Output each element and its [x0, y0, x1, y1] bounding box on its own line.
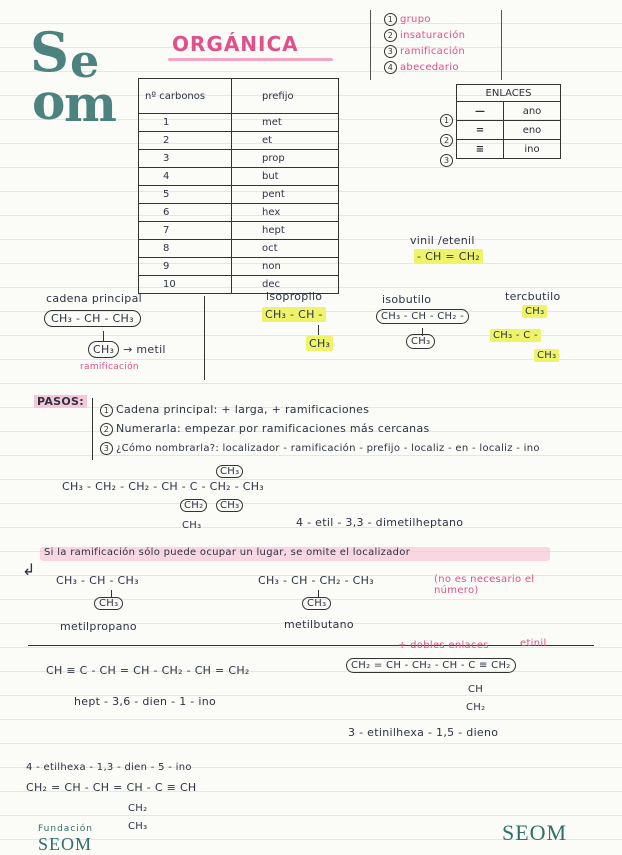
vinil-formula: - CH = CH₂	[414, 250, 483, 263]
isobutilo-label: isobutilo	[382, 293, 432, 306]
ex1-name: 4 - etil - 3,3 - dimetilheptano	[296, 516, 464, 529]
pasos-label: PASOS:	[34, 395, 87, 408]
prefix-table	[138, 78, 339, 294]
rule-2: 2 insaturación	[384, 29, 465, 42]
ex3-branch: CH₃	[302, 598, 331, 609]
rule-3: 3 ramificación	[384, 45, 465, 58]
table-row: 5 pent	[139, 186, 339, 204]
cadena-chain: CH₃ - CH - CH₃	[44, 312, 141, 325]
rule-4: 4 abecedario	[384, 61, 459, 74]
table-row: = eno	[457, 121, 561, 140]
header-carbonos: nº carbonos	[139, 79, 232, 114]
cadena-label: cadena principal	[46, 292, 142, 305]
rule-note: Si la ramificación sólo puede ocupar un lugar, se omite el localizador	[44, 547, 411, 558]
seom-logo: S e o m	[30, 20, 117, 133]
tercbutilo-bottom: CH₃	[534, 350, 559, 361]
table-row: 7 hept	[139, 222, 339, 240]
ex1-chain: CH₃ - CH₂ - CH₂ - CH - C - CH₂ - CH₃	[62, 480, 265, 493]
table-row: — ano	[457, 102, 561, 121]
pasos-bracket	[92, 398, 93, 460]
ex6-name: 4 - etilhexa - 1,3 - dien - 5 - ino	[26, 762, 192, 773]
table-row: 1 met	[139, 114, 339, 132]
table-row: ≡ ino	[457, 140, 561, 159]
header-prefijo: prefijo	[232, 79, 339, 114]
table-row: 8 oct	[139, 240, 339, 258]
ex4-chain: CH ≡ C - CH = CH - CH₂ - CH = CH₂	[46, 664, 250, 677]
prefix-table-header	[139, 79, 339, 114]
enlaces-title: ENLACES	[457, 85, 561, 102]
ex6-branch: CH₂	[128, 803, 148, 814]
ex1-branch1b: CH₃	[182, 520, 202, 531]
paso-2: 2 Numerarla: empezar por ramificaciones más cercanas	[100, 422, 430, 436]
ex5-name: 3 - etinilhexa - 1,5 - dieno	[348, 726, 499, 739]
footer-seom-left: SEOM	[38, 834, 93, 854]
table-row: 9 non	[139, 258, 339, 276]
ex5-branch: CH	[468, 684, 484, 695]
isopropilo-top: CH₃ - CH -	[262, 308, 326, 321]
brace-divider	[204, 296, 205, 380]
enlace-num-3: 3	[440, 148, 456, 167]
ex2-chain: CH₃ - CH - CH₃	[56, 574, 139, 587]
table-row: 4 but	[139, 168, 339, 186]
table-row: 6 hex	[139, 204, 339, 222]
footer-seom-right: SEOM	[502, 820, 568, 845]
arrow-icon: ↲	[22, 560, 36, 579]
ramificacion-label: ramificación	[80, 362, 139, 372]
ex1-top-branch: CH₃	[216, 466, 243, 477]
ex3-chain: CH₃ - CH - CH₂ - CH₃	[258, 574, 374, 587]
ex5-etinil-label: etinil	[520, 638, 547, 649]
ex5-chain: CH₂ = CH - CH₂ - CH - C ≡ CH₂	[346, 660, 516, 671]
divider	[28, 645, 594, 646]
ex5-branch2: CH₂	[466, 702, 486, 713]
ex6-chain: CH₂ = CH - CH = CH - C ≡ CH	[26, 781, 197, 794]
title-underline	[168, 58, 333, 61]
tercbutilo-top: CH₃	[522, 306, 547, 317]
enlace-num-2: 2	[440, 128, 456, 147]
isobutilo-bottom: CH₃	[406, 336, 435, 347]
table-row: 3 prop	[139, 150, 339, 168]
ex1-branch2: CH₃	[216, 500, 243, 511]
paso-3: 3 ¿Cómo nombrarla?: localizador - ramificación - prefijo - localiz - en - localiz - ino	[100, 442, 540, 455]
enlace-num-1: 1	[440, 108, 456, 127]
tercbutilo-mid: CH₃ - C -	[490, 330, 541, 341]
paso-1: 1 Cadena principal: + larga, + ramificaciones	[100, 403, 369, 417]
ex2-name: metilpropano	[60, 620, 137, 633]
isopropilo-label: isopropilo	[266, 290, 323, 303]
ex4-name: hept - 3,6 - dien - 1 - ino	[74, 695, 217, 708]
ex5-dobles-label: + dobles enlaces	[398, 640, 489, 651]
enlaces-table	[456, 84, 561, 159]
footer-fundacion: Fundación	[38, 824, 93, 834]
isobutilo-top: CH₃ - CH - CH₂ -	[376, 311, 469, 322]
rule-1: 1 grupo	[384, 13, 431, 26]
ex1-branch1: CH₂	[180, 500, 207, 511]
ex6-branch2: CH₃	[128, 821, 148, 832]
cadena-branch: CH₃ → metil	[88, 343, 166, 356]
vinil-label: vinil /etenil	[410, 234, 475, 247]
bond	[318, 325, 319, 335]
branch-bond	[103, 331, 104, 341]
isopropilo-bottom: CH₃	[306, 337, 333, 350]
ex3-note: (no es necesario el número)	[434, 574, 535, 596]
ex3-name: metilbutano	[284, 618, 354, 631]
ex2-branch: CH₃	[94, 598, 123, 609]
table-row: 2 et	[139, 132, 339, 150]
tercbutilo-label: tercbutilo	[505, 290, 561, 303]
page-title: ORGÁNICA	[172, 32, 299, 56]
table-row: 10 dec	[139, 276, 339, 294]
